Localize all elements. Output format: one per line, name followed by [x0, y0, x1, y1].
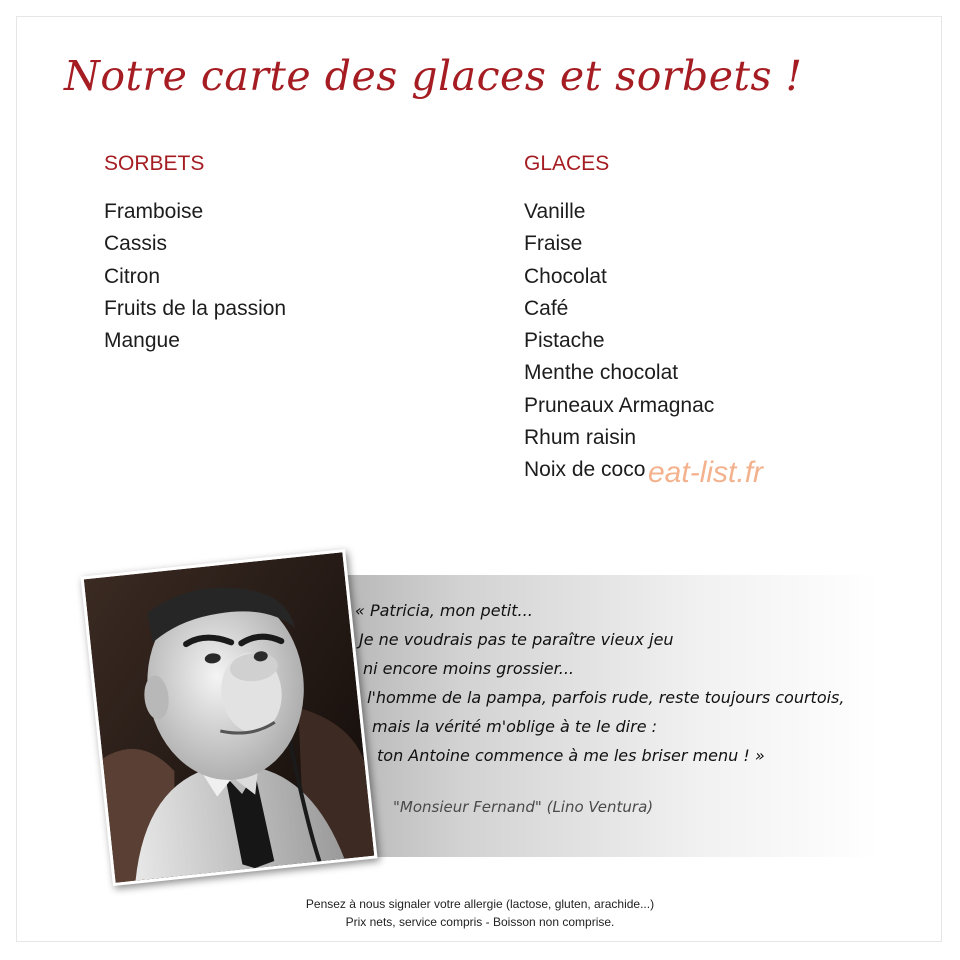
quote-line: « Patricia, mon petit... — [355, 601, 533, 620]
price-notice: Prix nets, service compris - Boisson non comprise. — [345, 915, 615, 929]
figurine-illustration — [84, 552, 374, 883]
glaces-heading: GLACES — [524, 152, 610, 175]
sorbet-item: Cassis — [104, 232, 168, 256]
quote-line: l'homme de la pampa, parfois rude, reste toujours courtois, — [367, 688, 845, 707]
sorbets-column — [104, 150, 286, 357]
quote-line: ni encore moins grossier... — [363, 659, 574, 678]
glace-item: Noix de coco — [524, 458, 646, 482]
glace-item: Menthe chocolat — [524, 361, 679, 385]
glace-item: Chocolat — [524, 264, 607, 288]
glace-item: Vanille — [524, 200, 586, 223]
glace-item: Fraise — [524, 232, 583, 256]
sorbets-heading: SORBETS — [104, 152, 205, 175]
sorbet-item: Framboise — [104, 200, 204, 223]
glace-item: Rhum raisin — [524, 426, 637, 450]
allergy-notice: Pensez à nous signaler votre allergie (lactose, gluten, arachide...) — [305, 897, 655, 911]
quote-attribution: "Monsieur Fernand" (Lino Ventura) — [393, 798, 654, 816]
quote-line: ton Antoine commence à me les briser menu ! » — [377, 746, 765, 765]
glace-item: Pistache — [524, 329, 605, 353]
glaces-list — [524, 196, 714, 487]
watermark: eat-list.fr — [648, 456, 764, 489]
footer — [0, 895, 960, 931]
sorbet-item: Fruits de la passion — [104, 296, 287, 320]
sorbets-list — [104, 196, 286, 357]
quote-line: Je ne voudrais pas te paraître vieux jeu — [359, 630, 674, 649]
sorbet-item: Mangue — [104, 329, 180, 353]
quote-block — [355, 596, 844, 770]
figurine-photo — [80, 549, 377, 886]
quote-line: mais la vérité m'oblige à te le dire : — [372, 717, 658, 736]
glace-item: Pruneaux Armagnac — [524, 393, 715, 417]
menu-title: Notre carte des glaces et sorbets ! — [64, 52, 803, 100]
glace-item: Café — [524, 296, 569, 320]
glaces-column — [524, 150, 714, 487]
sorbet-item: Citron — [104, 264, 161, 288]
